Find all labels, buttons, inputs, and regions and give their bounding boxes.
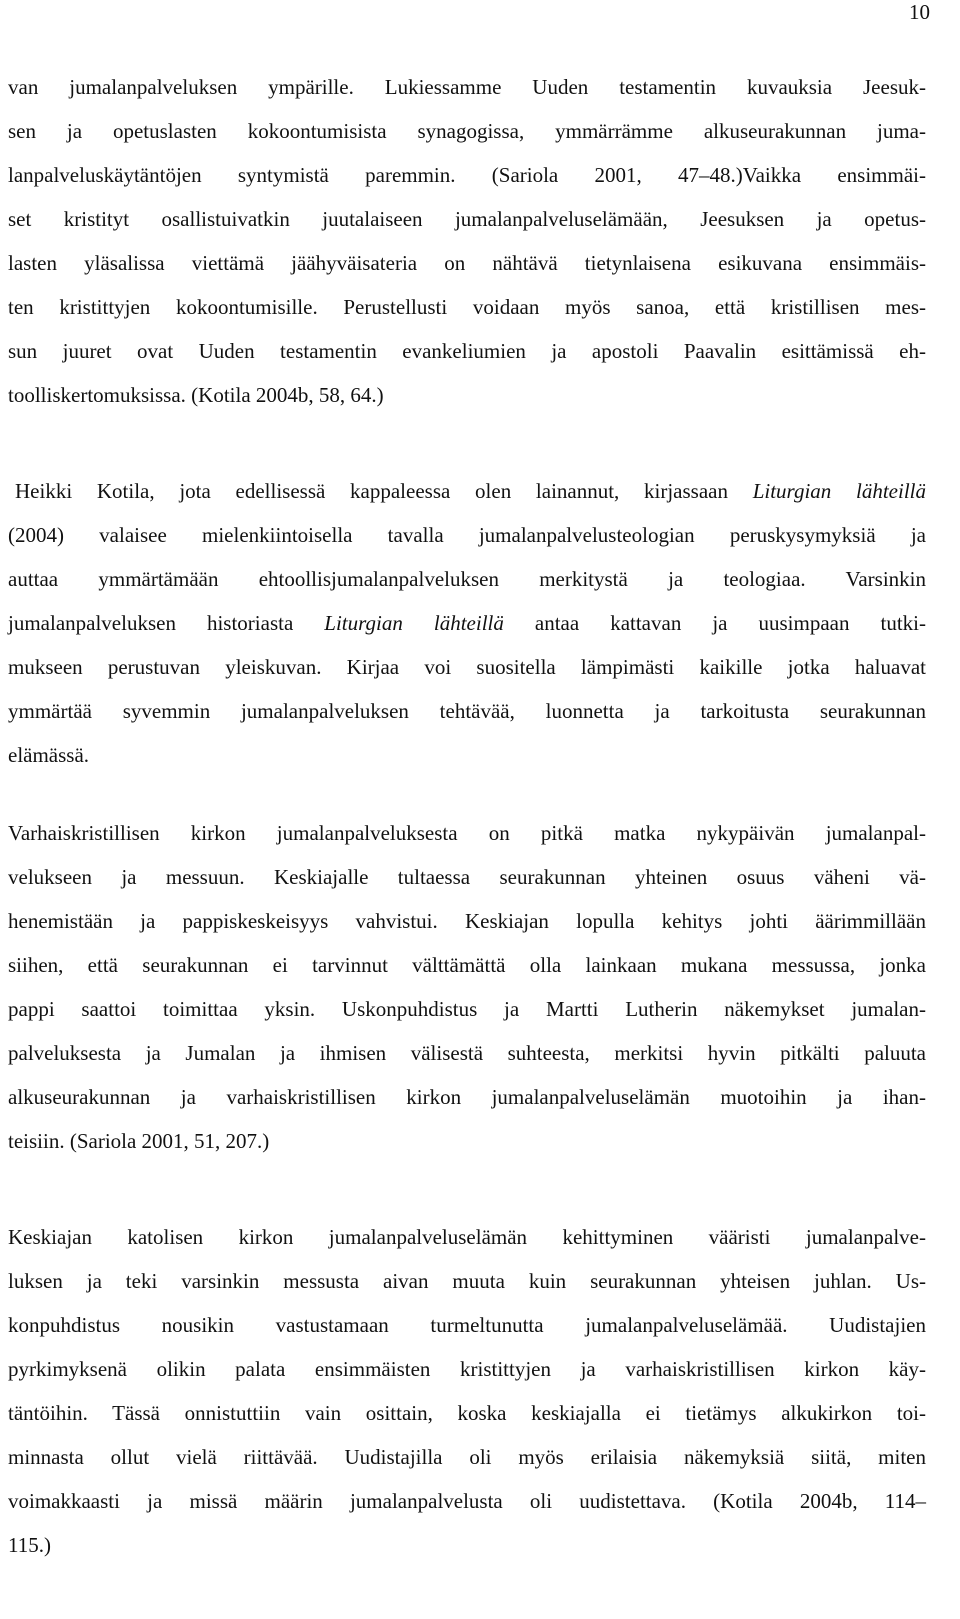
text-line: mukseen perustuvan yleiskuvan. Kirjaa voi suositella lämpimästi kaikille jotka haluavat — [8, 655, 926, 679]
text-line: Keskiajan katolisen kirkon jumalanpalveluselämän kehittyminen vääristi jumalanpalve- — [8, 1225, 926, 1249]
text-segment: jumalanpalveluksen historiasta — [8, 611, 325, 635]
text-line — [8, 601, 926, 645]
text-line: toolliskertomuksissa. (Kotila 2004b, 58, 64.) — [8, 383, 384, 407]
text-line: set kristityt osallistuivatkin juutalaiseen jumalanpalveluselämään, Jeesuksen ja opetus- — [8, 207, 926, 231]
text-line: alkuseurakunnan ja varhaiskristillisen kirkon jumalanpalveluselämän muotoihin ja ihan- — [8, 1085, 926, 1109]
text-line: Varhaiskristillisen kirkon jumalanpalveluksesta on pitkä matka nykypäivän jumalanpal- — [8, 821, 926, 845]
text-line: ymmärtää syvemmin jumalanpalveluksen tehtävää, luonnetta ja tarkoitusta seurakunnan — [8, 699, 926, 723]
text-segment: antaa kattavan ja uusimpaan tutki- — [503, 611, 926, 635]
paragraph-4 — [8, 1215, 926, 1567]
text-line: konpuhdistus nousikin vastustamaan turmeltunutta jumalanpalveluselämää. Uudistajien — [8, 1313, 926, 1337]
book-title: Liturgian lähteillä — [752, 479, 926, 503]
text-line: auttaa ymmärtämään ehtoollisjumalanpalveluksen merkitystä ja teologiaa. Varsinkin — [8, 567, 926, 591]
text-line: täntöihin. Tässä onnistuttiin vain osittain, koska keskiajalla ei tietämys alkukirkon toi- — [8, 1401, 926, 1425]
text-line: pappi saattoi toimittaa yksin. Uskonpuhdistus ja Martti Lutherin näkemykset jumalan- — [8, 997, 926, 1021]
text-line: teisiin. (Sariola 2001, 51, 207.) — [8, 1129, 270, 1153]
text-line: luksen ja teki varsinkin messusta aivan muuta kuin seurakunnan yhteisen juhlan. Us- — [8, 1269, 926, 1293]
text-line: palveluksesta ja Jumalan ja ihmisen välisestä suhteesta, merkitsi hyvin pitkälti paluuta — [8, 1041, 926, 1065]
text-line: henemistään ja pappiskeskeisyys vahvistui. Keskiajan lopulla kehitys johti äärimmillään — [8, 909, 926, 933]
text-line: velukseen ja messuun. Keskiajalle tultaessa seurakunnan yhteinen osuus väheni vä- — [8, 865, 926, 889]
text-line — [8, 469, 926, 513]
paragraph-2 — [8, 469, 926, 777]
text-line: sun juuret ovat Uuden testamentin evankeliumien ja apostoli Paavalin esittämissä eh- — [8, 339, 926, 363]
book-title: Liturgian lähteillä — [324, 611, 504, 635]
text-line: 115.) — [8, 1533, 51, 1557]
text-line: siihen, että seurakunnan ei tarvinnut välttämättä olla lainkaan mukana messussa, jonka — [8, 953, 926, 977]
text-line: van jumalanpalveluksen ympärille. Lukiessamme Uuden testamentin kuvauksia Jeesuk- — [8, 75, 926, 99]
text-line: lanpalveluskäytäntöjen syntymistä paremmin. (Sariola 2001, 47–48.)Vaikka ensimmäi- — [8, 163, 926, 187]
text-line: elämässä. — [8, 743, 90, 767]
text-segment: Heikki Kotila, jota edellisessä kappaleessa olen lainannut, kirjassaan — [15, 479, 753, 503]
text-line: voimakkaasti ja missä määrin jumalanpalvelusta oli uudistettava. (Kotila 2004b, 114– — [8, 1489, 926, 1513]
text-line: lasten yläsalissa viettämä jäähyväisateria on nähtävä tietynlaisena esikuvana ensimmäis- — [8, 251, 926, 275]
text-line: sen ja opetuslasten kokoontumisista synagogissa, ymmärrämme alkuseurakunnan juma- — [8, 119, 926, 143]
paragraph-1 — [8, 65, 926, 417]
text-line: minnasta ollut vielä riittävää. Uudistajilla oli myös erilaisia näkemyksiä siitä, miten — [8, 1445, 926, 1469]
text-line: (2004) valaisee mielenkiintoisella tavalla jumalanpalvelusteologian peruskysymyksiä ja — [8, 523, 926, 547]
text-line: ten kristittyjen kokoontumisille. Perustellusti voidaan myös sanoa, että kristillisen mes- — [8, 295, 926, 319]
text-line: pyrkimyksenä olikin palata ensimmäisten kristittyjen ja varhaiskristillisen kirkon käy- — [8, 1357, 926, 1381]
paragraph-3 — [8, 811, 926, 1163]
page-number: 10 — [909, 0, 930, 24]
